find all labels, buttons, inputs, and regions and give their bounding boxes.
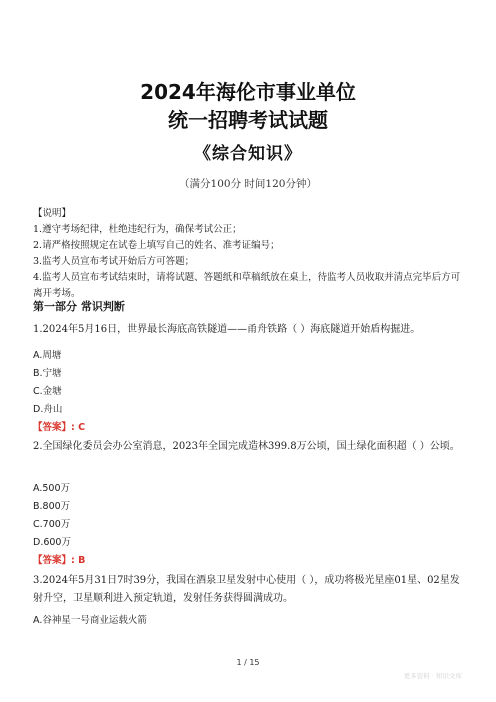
- question-1-option: B.宁塘: [33, 368, 62, 379]
- question-1-option: D.舟山: [33, 404, 63, 415]
- question-1-option: C.金塘: [33, 386, 62, 397]
- question-1-text: 1.2024年5月16日，世界最长海底高铁隧道——甬舟铁路（ ）海底隧道开始盾构掘进。: [33, 324, 421, 335]
- section-title: 第一部分 常识判断: [33, 300, 125, 313]
- exam-subject: 《综合知识》: [194, 144, 302, 164]
- question-2-option: C.700万: [33, 519, 71, 530]
- instruction-item: 3.监考人员宣布考试开始后方可答题；: [33, 256, 195, 267]
- question-2-text: 2.全国绿化委员会办公室消息，2023年全国完成造林399.8万公顷，国土绿化面积超（ ）公顷。: [33, 441, 460, 452]
- question-3-option: A.谷神星一号商业运载火箭: [33, 615, 147, 626]
- instructions-heading: 【说明】: [33, 208, 72, 219]
- watermark: 更多资料 · 知识文库: [403, 672, 462, 680]
- instruction-item: 1.遵守考场纪律，杜绝违纪行为，确保考试公正；: [33, 224, 242, 235]
- instruction-item: 4.监考人员宣布考试结束时，请将试题、答题纸和草稿纸放在桌上，待监考人员收取并清点完毕后方可离开考场。: [33, 272, 461, 299]
- question-1-answer: 【答案】: C: [33, 422, 86, 433]
- question-2-option: A.500万: [33, 483, 70, 494]
- exam-title-line1: 2024年海伦市事业单位: [140, 80, 356, 104]
- question-2-answer: 【答案】: B: [33, 555, 86, 566]
- instructions: [33, 206, 463, 302]
- instruction-item: 2.请严格按照规定在试卷上填写自己的姓名、准考证编号；: [33, 240, 280, 251]
- question-2-option: B.800万: [33, 501, 71, 512]
- question-3-text: 3.2024年5月31日7时39分，我国在酒泉卫星发射中心使用（ ），成功将极光星座01星、02星发射升空，卫星顺利进入预定轨道，发射任务获得圆满成功。: [33, 575, 460, 604]
- question-2-option: D.600万: [33, 537, 71, 548]
- score-time-info: （满分100分 时间120分钟）: [179, 178, 317, 190]
- page-number: 1 / 15: [236, 658, 260, 667]
- exam-title-line2: 统一招聘考试试题: [168, 108, 328, 132]
- question-1-option: A.周塘: [33, 350, 62, 361]
